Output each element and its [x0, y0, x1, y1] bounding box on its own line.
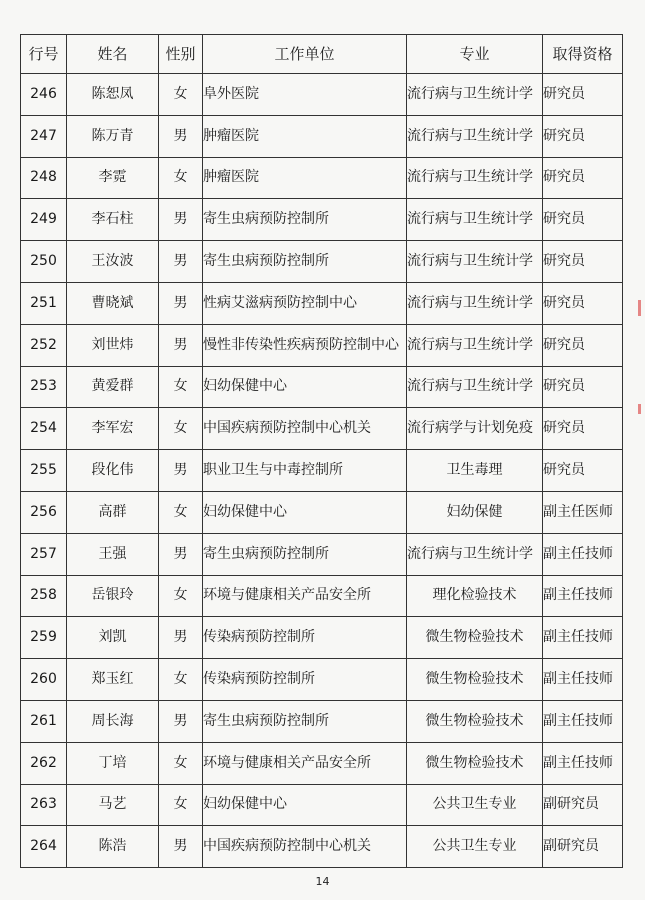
sex-cell	[159, 157, 203, 199]
table-row	[21, 826, 623, 868]
work-unit-cell	[203, 115, 407, 157]
work-unit-cell-text: 环境与健康相关产品安全所	[203, 754, 371, 771]
row-number-cell-text: 259	[30, 629, 57, 646]
work-unit-cell-text: 环境与健康相关产品安全所	[203, 587, 371, 604]
row-number-cell	[21, 366, 67, 408]
qualification-cell-text: 副主任技师	[543, 629, 613, 646]
qualification-cell-text: 副主任医师	[543, 503, 613, 520]
major-cell-text: 流行病与卫生统计学	[407, 378, 533, 395]
major-cell-text: 微生物检验技术	[425, 671, 524, 688]
row-number-cell	[21, 491, 67, 533]
major-cell-text: 微生物检验技术	[425, 629, 524, 646]
row-number-cell	[21, 659, 67, 701]
row-number-cell-text: 252	[30, 336, 57, 353]
name-cell	[67, 700, 159, 742]
table-row	[21, 491, 623, 533]
edge-stamp-mark	[638, 404, 641, 414]
major-cell-text: 理化检验技术	[432, 587, 517, 604]
sex-cell	[159, 533, 203, 575]
work-unit-cell	[203, 282, 407, 324]
work-unit-cell	[203, 157, 407, 199]
row-number-cell	[21, 450, 67, 492]
qualification-cell	[543, 157, 623, 199]
major-cell-text: 流行病与卫生统计学	[407, 127, 533, 144]
header-row-number: 行号	[21, 35, 67, 74]
row-number-cell-text: 256	[30, 503, 57, 520]
sex-cell	[159, 74, 203, 116]
row-number-cell-text: 250	[30, 253, 57, 270]
name-cell-text: 王强	[98, 545, 127, 562]
name-cell	[67, 157, 159, 199]
row-number-cell	[21, 575, 67, 617]
table-row	[21, 450, 623, 492]
name-cell	[67, 241, 159, 283]
sex-cell	[159, 617, 203, 659]
sex-cell	[159, 659, 203, 701]
work-unit-cell-text: 寄生虫病预防控制所	[203, 211, 329, 228]
sex-cell-text: 女	[173, 587, 188, 604]
name-cell	[67, 324, 159, 366]
row-number-cell-text: 264	[30, 838, 57, 855]
name-cell-text: 陈恕凤	[91, 85, 134, 102]
row-number-cell-text: 255	[30, 462, 57, 479]
major-cell-text: 公共卫生专业	[432, 838, 517, 855]
work-unit-cell	[203, 324, 407, 366]
major-cell-text: 流行病与卫生统计学	[407, 545, 533, 562]
row-number-cell-text: 251	[30, 294, 57, 311]
sex-cell-text: 女	[173, 85, 188, 102]
work-unit-cell-text: 传染病预防控制所	[203, 671, 315, 688]
table-row	[21, 617, 623, 659]
row-number-cell-text: 263	[30, 796, 57, 813]
work-unit-cell	[203, 533, 407, 575]
work-unit-cell-text: 肿瘤医院	[203, 169, 259, 186]
qualification-cell-text: 研究员	[543, 253, 585, 270]
name-cell-text: 刘世炜	[91, 336, 134, 353]
table-row	[21, 199, 623, 241]
table-row	[21, 157, 623, 199]
major-cell-text: 流行病与卫生统计学	[407, 253, 533, 270]
qualification-cell	[543, 199, 623, 241]
work-unit-cell	[203, 784, 407, 826]
header-qualification: 取得资格	[543, 35, 623, 74]
row-number-cell-text: 258	[30, 587, 57, 604]
major-cell-text: 流行病与卫生统计学	[407, 85, 533, 102]
qualification-cell	[543, 491, 623, 533]
major-cell	[407, 115, 543, 157]
work-unit-cell-text: 妇幼保健中心	[203, 503, 287, 520]
name-cell-text: 段化伟	[91, 462, 134, 479]
row-number-cell-text: 253	[30, 378, 57, 395]
table-row	[21, 784, 623, 826]
row-number-cell-text: 247	[30, 127, 57, 144]
work-unit-cell-text: 中国疾病预防控制中心机关	[203, 838, 371, 855]
work-unit-cell	[203, 241, 407, 283]
row-number-cell	[21, 157, 67, 199]
sex-cell-text: 男	[173, 838, 188, 855]
name-cell	[67, 826, 159, 868]
qualification-cell	[543, 366, 623, 408]
work-unit-cell-text: 慢性非传染性疾病预防控制中心	[203, 336, 399, 353]
name-cell-text: 马艺	[98, 796, 127, 813]
work-unit-cell	[203, 408, 407, 450]
work-unit-cell	[203, 742, 407, 784]
qualification-cell-text: 副研究员	[543, 838, 599, 855]
sex-cell	[159, 575, 203, 617]
qualification-cell-text: 副主任技师	[543, 545, 613, 562]
major-cell	[407, 157, 543, 199]
row-number-cell	[21, 742, 67, 784]
table-row	[21, 366, 623, 408]
sex-cell-text: 女	[173, 420, 188, 437]
sex-cell	[159, 199, 203, 241]
major-cell-text: 公共卫生专业	[432, 796, 517, 813]
row-number-cell-text: 261	[30, 712, 57, 729]
table-header-row	[21, 35, 623, 74]
qualification-cell-text: 研究员	[543, 294, 585, 311]
qualification-cell-text: 研究员	[543, 420, 585, 437]
qualification-cell	[543, 241, 623, 283]
work-unit-cell	[203, 74, 407, 116]
sex-cell-text: 男	[173, 336, 188, 353]
major-cell	[407, 617, 543, 659]
name-cell-text: 高群	[98, 503, 127, 520]
work-unit-cell	[203, 617, 407, 659]
work-unit-cell	[203, 450, 407, 492]
work-unit-cell-text: 妇幼保健中心	[203, 796, 287, 813]
table-row	[21, 324, 623, 366]
row-number-cell-text: 248	[30, 169, 57, 186]
work-unit-cell	[203, 491, 407, 533]
qualification-cell	[543, 74, 623, 116]
work-unit-cell-text: 阜外医院	[203, 85, 259, 102]
work-unit-cell-text: 寄生虫病预防控制所	[203, 712, 329, 729]
header-name: 姓名	[67, 35, 159, 74]
qualification-cell	[543, 700, 623, 742]
work-unit-cell-text: 性病艾滋病预防控制中心	[203, 294, 357, 311]
row-number-cell-text: 260	[30, 671, 57, 688]
qualification-cell	[543, 659, 623, 701]
sex-cell-text: 男	[173, 253, 188, 270]
major-cell	[407, 408, 543, 450]
work-unit-cell-text: 寄生虫病预防控制所	[203, 253, 329, 270]
work-unit-cell	[203, 575, 407, 617]
name-cell-text: 曹晓斌	[91, 294, 134, 311]
qualification-cell	[543, 115, 623, 157]
qualification-cell	[543, 450, 623, 492]
major-cell	[407, 450, 543, 492]
row-number-cell-text: 262	[30, 754, 57, 771]
sex-cell	[159, 826, 203, 868]
table-row	[21, 74, 623, 116]
header-sex: 性别	[159, 35, 203, 74]
name-cell	[67, 74, 159, 116]
major-cell	[407, 199, 543, 241]
row-number-cell-text: 249	[30, 211, 57, 228]
row-number-cell-text: 257	[30, 545, 57, 562]
page-number: 14	[315, 875, 330, 888]
major-cell-text: 妇幼保健	[446, 503, 503, 520]
row-number-cell	[21, 282, 67, 324]
name-cell-text: 丁培	[98, 754, 127, 771]
qualification-cell	[543, 742, 623, 784]
name-cell	[67, 366, 159, 408]
name-cell	[67, 575, 159, 617]
name-cell	[67, 450, 159, 492]
major-cell-text: 流行病学与计划免疫	[407, 420, 533, 437]
name-cell-text: 岳银玲	[91, 587, 134, 604]
sex-cell	[159, 491, 203, 533]
major-cell-text: 微生物检验技术	[425, 712, 524, 729]
qualification-cell	[543, 575, 623, 617]
name-cell	[67, 115, 159, 157]
name-cell-text: 李军宏	[91, 420, 134, 437]
name-cell	[67, 408, 159, 450]
sex-cell	[159, 282, 203, 324]
row-number-cell	[21, 533, 67, 575]
sex-cell	[159, 742, 203, 784]
major-cell	[407, 575, 543, 617]
sex-cell-text: 男	[173, 462, 188, 479]
row-number-cell	[21, 241, 67, 283]
qualification-cell	[543, 784, 623, 826]
sex-cell	[159, 115, 203, 157]
sex-cell	[159, 450, 203, 492]
major-cell	[407, 282, 543, 324]
sex-cell	[159, 700, 203, 742]
sex-cell-text: 男	[173, 294, 188, 311]
row-number-cell	[21, 700, 67, 742]
name-cell-text: 黄爱群	[91, 378, 134, 395]
header-major: 专业	[407, 35, 543, 74]
qualification-table	[20, 34, 623, 868]
qualification-cell-text: 研究员	[543, 211, 585, 228]
qualification-cell-text: 研究员	[543, 462, 585, 479]
sex-cell	[159, 324, 203, 366]
row-number-cell-text: 246	[30, 85, 57, 102]
name-cell-text: 周长海	[91, 712, 134, 729]
table-row	[21, 700, 623, 742]
qualification-cell	[543, 533, 623, 575]
major-cell-text: 流行病与卫生统计学	[407, 336, 533, 353]
name-cell-text: 郑玉红	[91, 671, 134, 688]
name-cell-text: 陈万青	[91, 127, 134, 144]
work-unit-cell-text: 职业卫生与中毒控制所	[203, 462, 343, 479]
major-cell	[407, 533, 543, 575]
major-cell	[407, 826, 543, 868]
qualification-cell-text: 研究员	[543, 127, 585, 144]
name-cell	[67, 491, 159, 533]
name-cell	[67, 659, 159, 701]
major-cell	[407, 366, 543, 408]
name-cell	[67, 784, 159, 826]
work-unit-cell	[203, 700, 407, 742]
major-cell-text: 微生物检验技术	[425, 754, 524, 771]
qualification-cell	[543, 324, 623, 366]
qualification-cell	[543, 826, 623, 868]
sex-cell	[159, 408, 203, 450]
row-number-cell	[21, 324, 67, 366]
row-number-cell-text: 254	[30, 420, 57, 437]
header-work-unit: 工作单位	[203, 35, 407, 74]
sex-cell-text: 男	[173, 545, 188, 562]
name-cell	[67, 617, 159, 659]
major-cell	[407, 491, 543, 533]
sex-cell-text: 女	[173, 671, 188, 688]
name-cell	[67, 533, 159, 575]
row-number-cell	[21, 408, 67, 450]
sex-cell	[159, 241, 203, 283]
name-cell-text: 刘凯	[98, 629, 127, 646]
work-unit-cell-text: 传染病预防控制所	[203, 629, 315, 646]
qualification-cell-text: 研究员	[543, 378, 585, 395]
name-cell-text: 李石柱	[91, 211, 134, 228]
major-cell	[407, 742, 543, 784]
row-number-cell	[21, 115, 67, 157]
sex-cell-text: 男	[173, 127, 188, 144]
qualification-cell-text: 副研究员	[543, 796, 599, 813]
table-row	[21, 241, 623, 283]
qualification-cell-text: 研究员	[543, 336, 585, 353]
qualification-cell-text: 副主任技师	[543, 754, 613, 771]
edge-stamp-mark	[638, 300, 641, 316]
row-number-cell	[21, 826, 67, 868]
qualification-cell-text: 副主任技师	[543, 587, 613, 604]
sex-cell-text: 男	[173, 712, 188, 729]
name-cell	[67, 742, 159, 784]
sex-cell-text: 男	[173, 629, 188, 646]
major-cell-text: 流行病与卫生统计学	[407, 169, 533, 186]
table-body	[21, 74, 623, 868]
name-cell-text: 陈浩	[98, 838, 127, 855]
qualification-cell-text: 副主任技师	[543, 712, 613, 729]
row-number-cell	[21, 784, 67, 826]
sex-cell-text: 女	[173, 169, 188, 186]
table-row	[21, 742, 623, 784]
name-cell	[67, 282, 159, 324]
work-unit-cell-text: 寄生虫病预防控制所	[203, 545, 329, 562]
work-unit-cell-text: 肿瘤医院	[203, 127, 259, 144]
table-row	[21, 533, 623, 575]
work-unit-cell	[203, 199, 407, 241]
sex-cell-text: 女	[173, 378, 188, 395]
work-unit-cell	[203, 366, 407, 408]
major-cell-text: 流行病与卫生统计学	[407, 294, 533, 311]
sex-cell-text: 女	[173, 754, 188, 771]
major-cell-text: 卫生毒理	[446, 462, 503, 479]
qualification-cell	[543, 408, 623, 450]
major-cell	[407, 324, 543, 366]
major-cell	[407, 700, 543, 742]
sex-cell-text: 女	[173, 796, 188, 813]
sex-cell	[159, 366, 203, 408]
row-number-cell	[21, 199, 67, 241]
qualification-cell	[543, 282, 623, 324]
sex-cell-text: 男	[173, 211, 188, 228]
table-row	[21, 659, 623, 701]
work-unit-cell-text: 妇幼保健中心	[203, 378, 287, 395]
row-number-cell	[21, 74, 67, 116]
sex-cell-text: 女	[173, 503, 188, 520]
qualification-cell	[543, 617, 623, 659]
major-cell	[407, 74, 543, 116]
name-cell-text: 李霓	[98, 169, 127, 186]
table-row	[21, 282, 623, 324]
major-cell-text: 流行病与卫生统计学	[407, 211, 533, 228]
name-cell	[67, 199, 159, 241]
work-unit-cell	[203, 826, 407, 868]
sex-cell	[159, 784, 203, 826]
qualification-cell-text: 研究员	[543, 85, 585, 102]
name-cell-text: 王汝波	[91, 253, 134, 270]
table-row	[21, 115, 623, 157]
work-unit-cell-text: 中国疾病预防控制中心机关	[203, 420, 371, 437]
qualification-cell-text: 副主任技师	[543, 671, 613, 688]
major-cell	[407, 241, 543, 283]
table-row	[21, 408, 623, 450]
work-unit-cell	[203, 659, 407, 701]
qualification-cell-text: 研究员	[543, 169, 585, 186]
row-number-cell	[21, 617, 67, 659]
major-cell	[407, 784, 543, 826]
table-row	[21, 575, 623, 617]
major-cell	[407, 659, 543, 701]
